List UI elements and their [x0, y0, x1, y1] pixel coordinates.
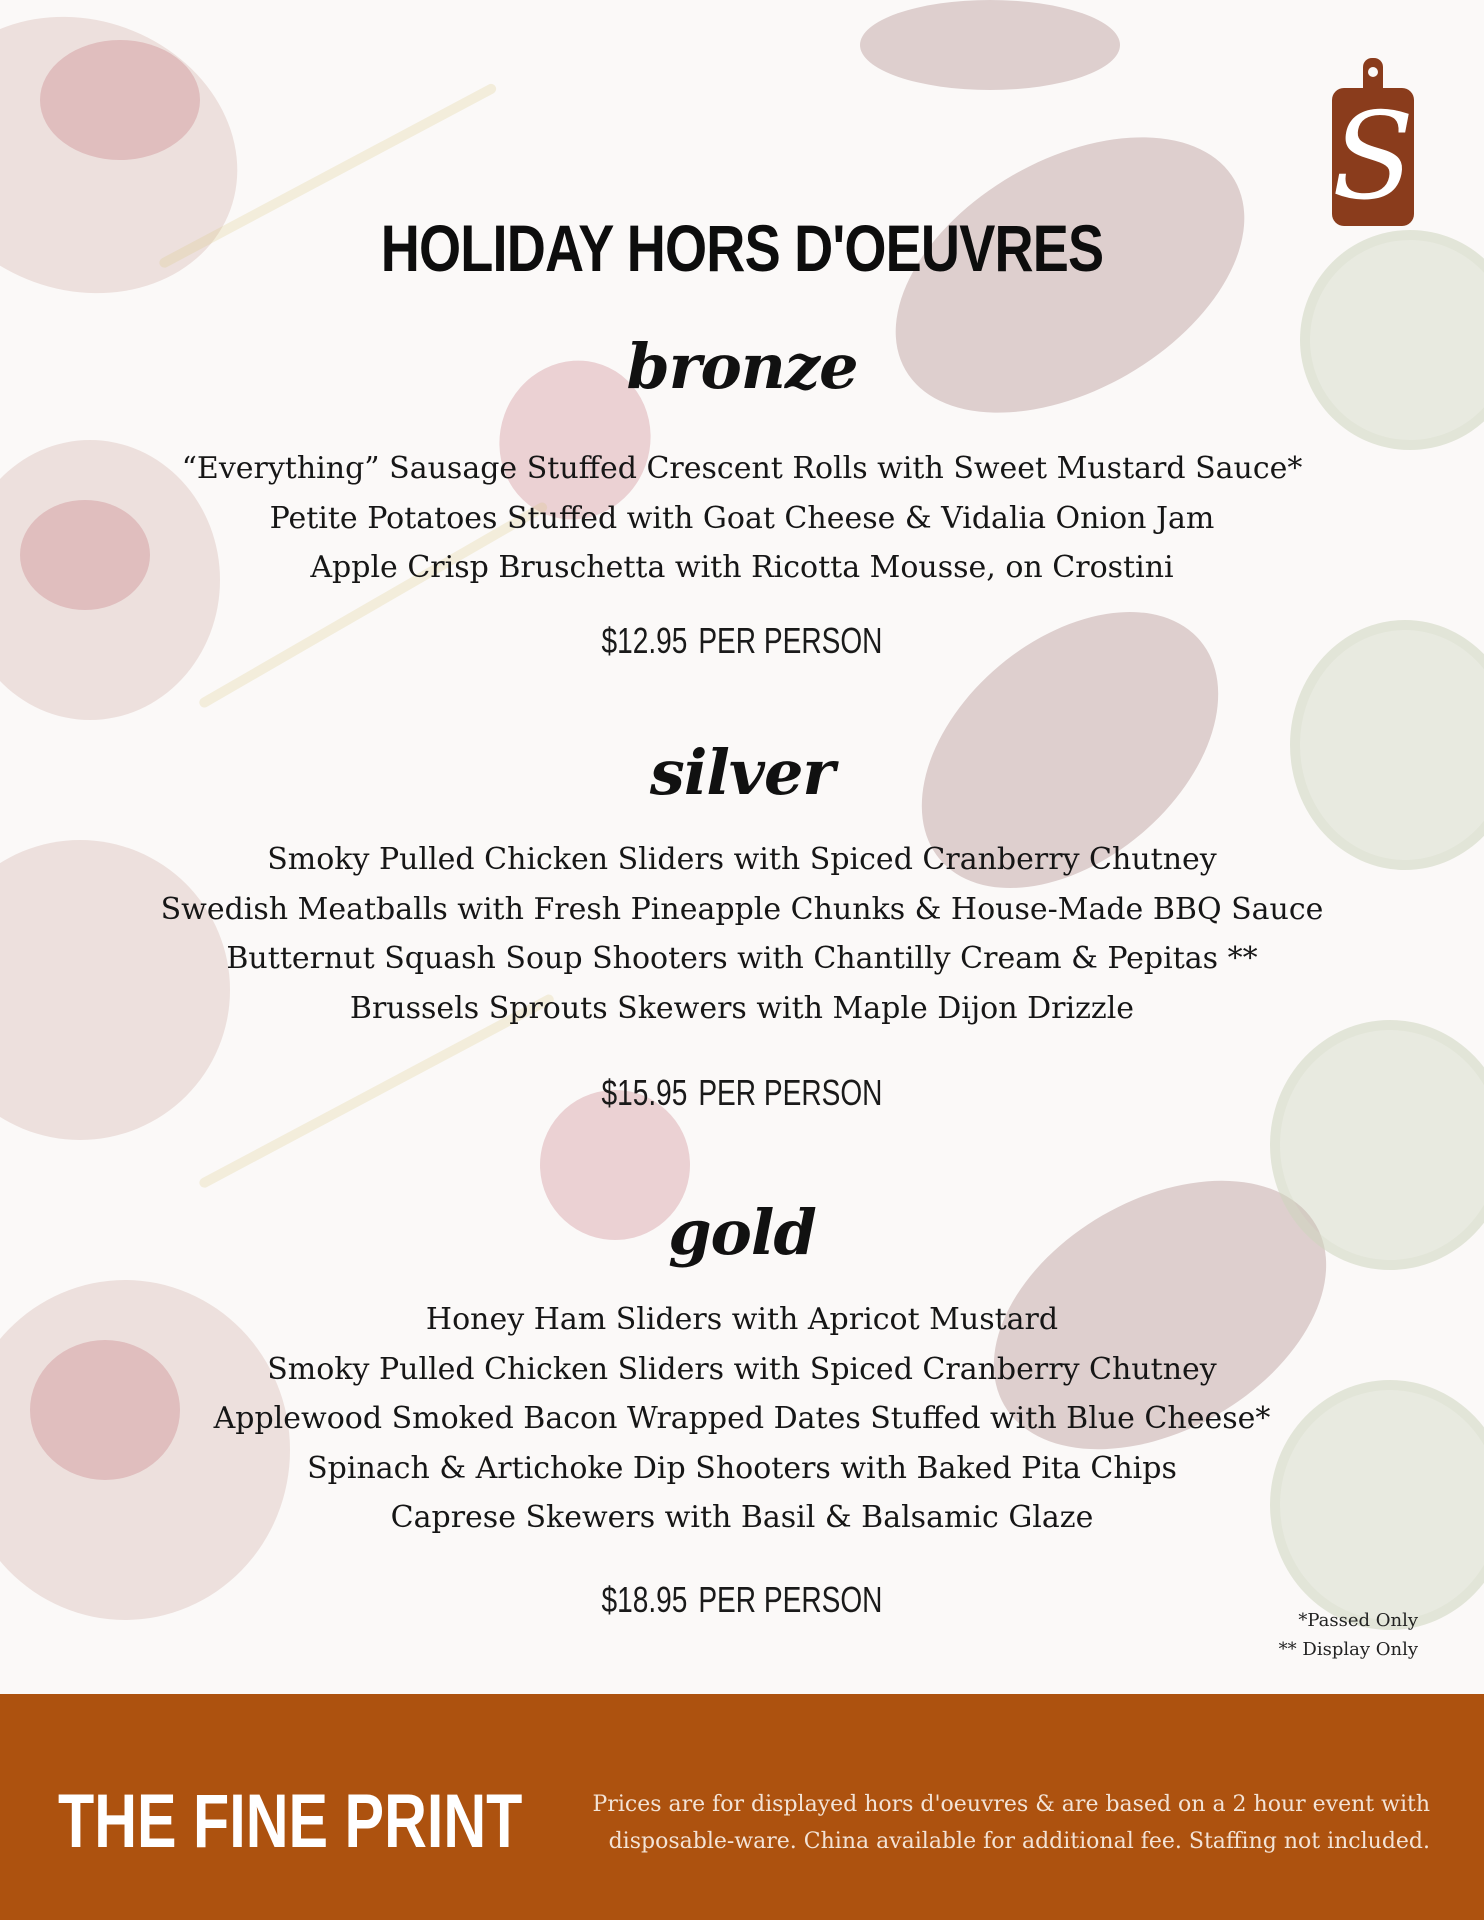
- tier-name-silver: silver: [649, 736, 835, 809]
- tier-name-gold: gold: [668, 1196, 816, 1269]
- tier-price-gold: [163, 1579, 1321, 1621]
- footnotes: [1279, 1606, 1418, 1664]
- menu-item: Caprese Skewers with Basil & Balsamic Glaze: [390, 1500, 1094, 1535]
- menu-item: Smoky Pulled Chicken Sliders with Spiced Cranberry Chutney: [267, 842, 1217, 877]
- fine-print-band: [0, 1694, 1484, 1920]
- price-unit: PER PERSON: [698, 1579, 883, 1620]
- footnote-passed: *Passed Only: [1298, 1610, 1418, 1631]
- tier-items-silver: [0, 835, 1484, 1033]
- price-unit: PER PERSON: [698, 620, 883, 661]
- menu-item: Brussels Sprouts Skewers with Maple Dijon Drizzle: [349, 990, 1135, 1026]
- logo-letter: S: [1331, 88, 1415, 227]
- tier-price-bronze: [163, 620, 1321, 662]
- tier-name-bronze: bronze: [626, 330, 858, 403]
- price-unit: PER PERSON: [698, 1072, 883, 1113]
- menu-item: Swedish Meatballs with Fresh Pineapple Chunks & House-Made BBQ Sauce: [160, 891, 1324, 927]
- price-amount: $12.95: [601, 620, 688, 661]
- menu-item: Honey Ham Sliders with Apricot Mustard: [425, 1302, 1059, 1337]
- menu-item: Applewood Smoked Bacon Wrapped Dates Stuffed with Blue Cheese*: [213, 1401, 1271, 1436]
- tier-items-bronze: [0, 444, 1484, 593]
- menu-item: “Everything” Sausage Stuffed Crescent Rolls with Sweet Mustard Sauce*: [181, 451, 1303, 486]
- footnote-display: ** Display Only: [1278, 1639, 1418, 1660]
- menu-item: Apple Crisp Bruschetta with Ricotta Mousse, on Crostini: [310, 550, 1174, 585]
- menu-item: Spinach & Artichoke Dip Shooters with Baked Pita Chips: [307, 1450, 1177, 1486]
- fine-print-text: Prices are for displayed hors d'oeuvres & are based on a 2 hour event with disposable-ware. China available for additional fee. Staffing not included.: [592, 1792, 1430, 1854]
- logo-cutting-board-icon: [1330, 58, 1416, 228]
- tier-price-silver: [163, 1072, 1321, 1114]
- tier-items-gold: [0, 1295, 1484, 1543]
- fine-print-title: THE FINE PRINT: [58, 1779, 523, 1864]
- menu-item: Petite Potatoes Stuffed with Goat Cheese & Vidalia Onion Jam: [269, 500, 1215, 536]
- page-title: HOLIDAY HORS D'OEUVRES: [380, 211, 1104, 285]
- price-amount: $18.95: [601, 1579, 688, 1620]
- menu-item: Smoky Pulled Chicken Sliders with Spiced Cranberry Chutney: [267, 1351, 1217, 1387]
- price-amount: $15.95: [601, 1072, 688, 1113]
- menu-item: Butternut Squash Soup Shooters with Chantilly Cream & Pepitas **: [226, 941, 1258, 976]
